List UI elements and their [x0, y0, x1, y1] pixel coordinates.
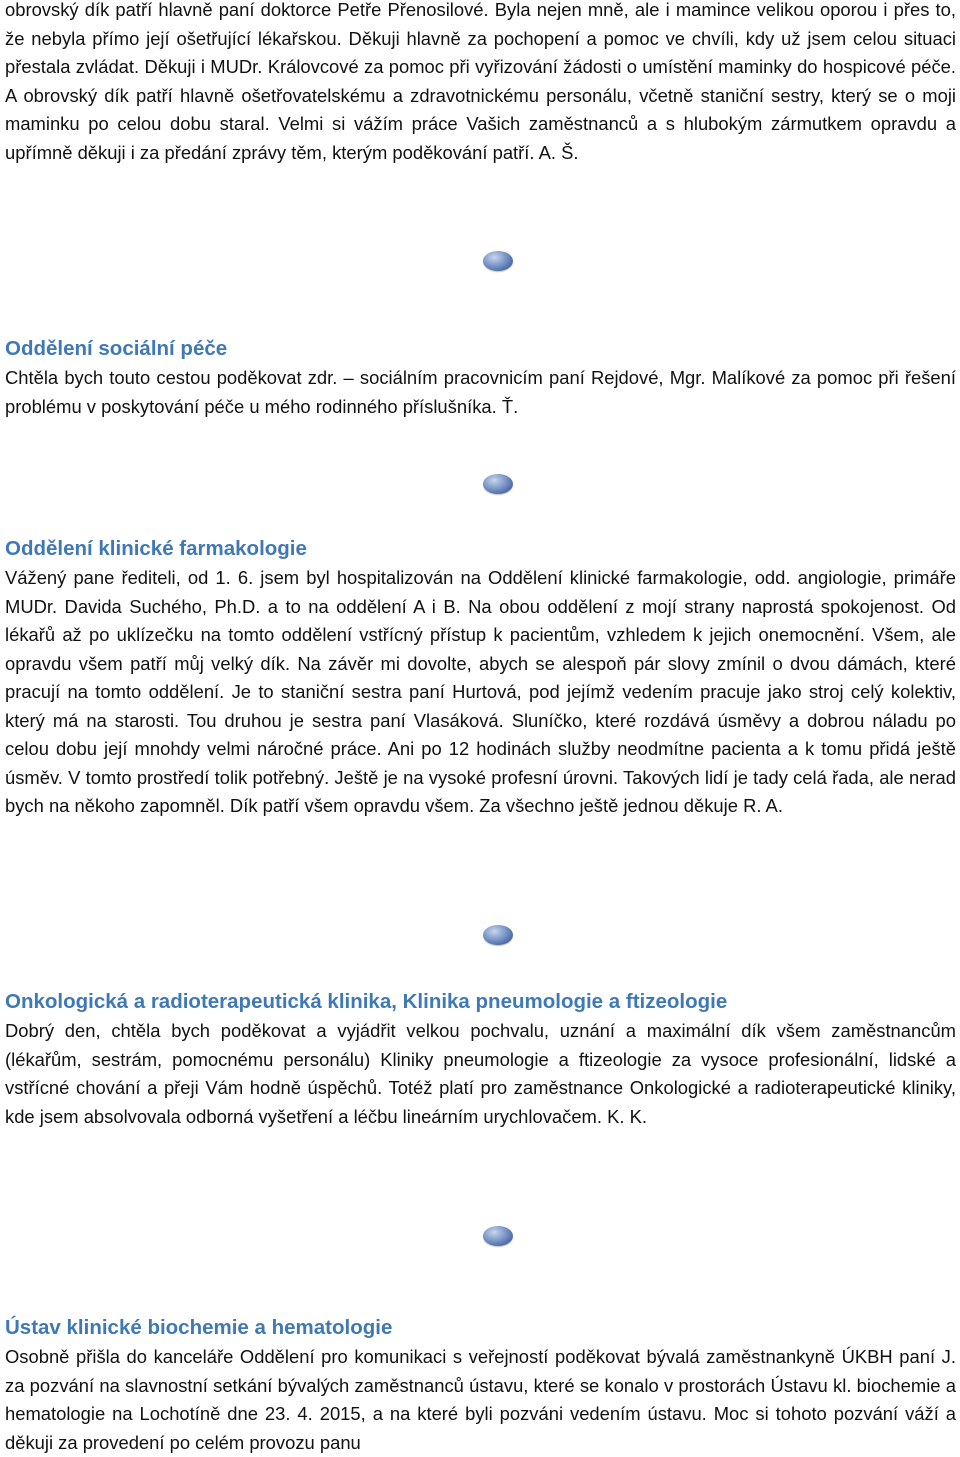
section-heading: Ústav klinické biochemie a hematologie — [5, 1316, 393, 1339]
section-text: Dobrý den, chtěla bych poděkovat a vyjádřit velkou pochvalu, uznání a maximální dík všem zaměstnancům (lékařům, sestrám, pomocnému personálu) Kliniky pneumologie a ftizeologie za vysoce profesionální, lidské a vstřícné chování a přeji Vám hodně úspěchů. Totéž platí pro zaměstnance Onkologické a radioterapeutické kliniky, kde jsem absolvovala odborná vyšetření a léčbu lineárním urychlovačem. K. K. — [5, 1020, 956, 1127]
section-social-care — [5, 335, 956, 421]
intro-paragraph: obrovský dík patří hlavně paní doktorce Petře Přenosilové. Byla nejen mně, ale i mamince velikou oporou i přes to, že nebyla přímo její ošetřující lékařskou. Děkuji hlavně za pochopení a pomoc ve chvíli, kdy už jsem celou situaci přestala zvládat. Děkuji i MUDr. Královcové za pomoc při vyřizování žádosti o umístění maminky do hospicové péče. A obrovský dík patří hlavně ošetřovatelskému a zdravotnickému personálu, včetně staniční sestry, který se o moji maminku po celou dobu staral. Velmi si vážím práce Vašich zaměstnanců a s hlubokým zármutkem opravdu a upřímně děkuji i za předání zprávy těm, kterým poděkování patří. A. Š. — [5, 0, 956, 163]
section-text: Chtěla bych touto cestou poděkovat zdr. – sociálním pracovnicím paní Rejdové, Mgr. Malíkové za pomoc při řešení problému v poskytování péče u mého rodinného příslušníka. Ť. — [5, 367, 956, 417]
section-text: Osobně přišla do kanceláře Oddělení pro komunikaci s veřejností poděkovat bývalá zaměstnankyně ÚKBH paní J. za pozvání na slavnostní setkání bývalých zaměstnanců ústavu, které se konalo v prostorách Ústavu kl. biochemie a hematologie na Lochotíně dne 23. 4. 2015, a na které byli pozváni vedením ústavu. Moc si tohoto pozvání váží a děkuji za provedení po celém provozu panu — [5, 1346, 956, 1453]
section-heading: Oddělení klinické farmakologie — [5, 537, 307, 560]
bullet-divider-icon — [483, 925, 513, 945]
bullet-divider-icon — [483, 1226, 513, 1246]
section-heading: Oddělení sociální péče — [5, 337, 228, 360]
bullet-divider-icon — [483, 251, 513, 271]
section-oncology-pneumology — [5, 988, 956, 1131]
section-heading: Onkologická a radioterapeutická klinika, Klinika pneumologie a ftizeologie — [5, 990, 728, 1013]
section-biochemistry-hematology — [5, 1314, 956, 1457]
section-text: Vážený pane řediteli, od 1. 6. jsem byl hospitalizován na Oddělení klinické farmakologie, odd. angiologie, primáře MUDr. Davida Suchého, Ph.D. a to na oddělení A i B. Na obou oddělení z mojí strany naprostá spokojenost. Od lékařů až po uklízečku na tomto oddělení vstřícný přístup k pacientům, vzhledem k jejich onemocnění. Všem, ale opravdu všem patří můj velký dík. Na závěr mi dovolte, abych se alespoň pár slovy zmínil o dvou dámách, které pracují na tomto oddělení. Je to staniční sestra paní Hurtová, pod jejímž vedením pracuje jako stroj celý kolektiv, který má na starosti. Tou druhou je sestra paní Vlasáková. Sluníčko, které rozdává úsměvy a dobrou náladu po celou dobu její mnohdy velmi náročné práce. Ani po 12 hodinách služby neodmítne pacienta a k tomu přidá ještě úsměv. V tomto prostředí tolik potřebný. Ještě je na vysoké profesní úrovni. Takových lidí je tady celá řada, ale nerad bych na někoho zapomněl. Dík patří všem opravdu všem. Za všechno ještě jednou děkuje R. A. — [5, 567, 956, 816]
bullet-divider-icon — [483, 474, 513, 494]
section-clinical-pharmacology — [5, 535, 956, 821]
